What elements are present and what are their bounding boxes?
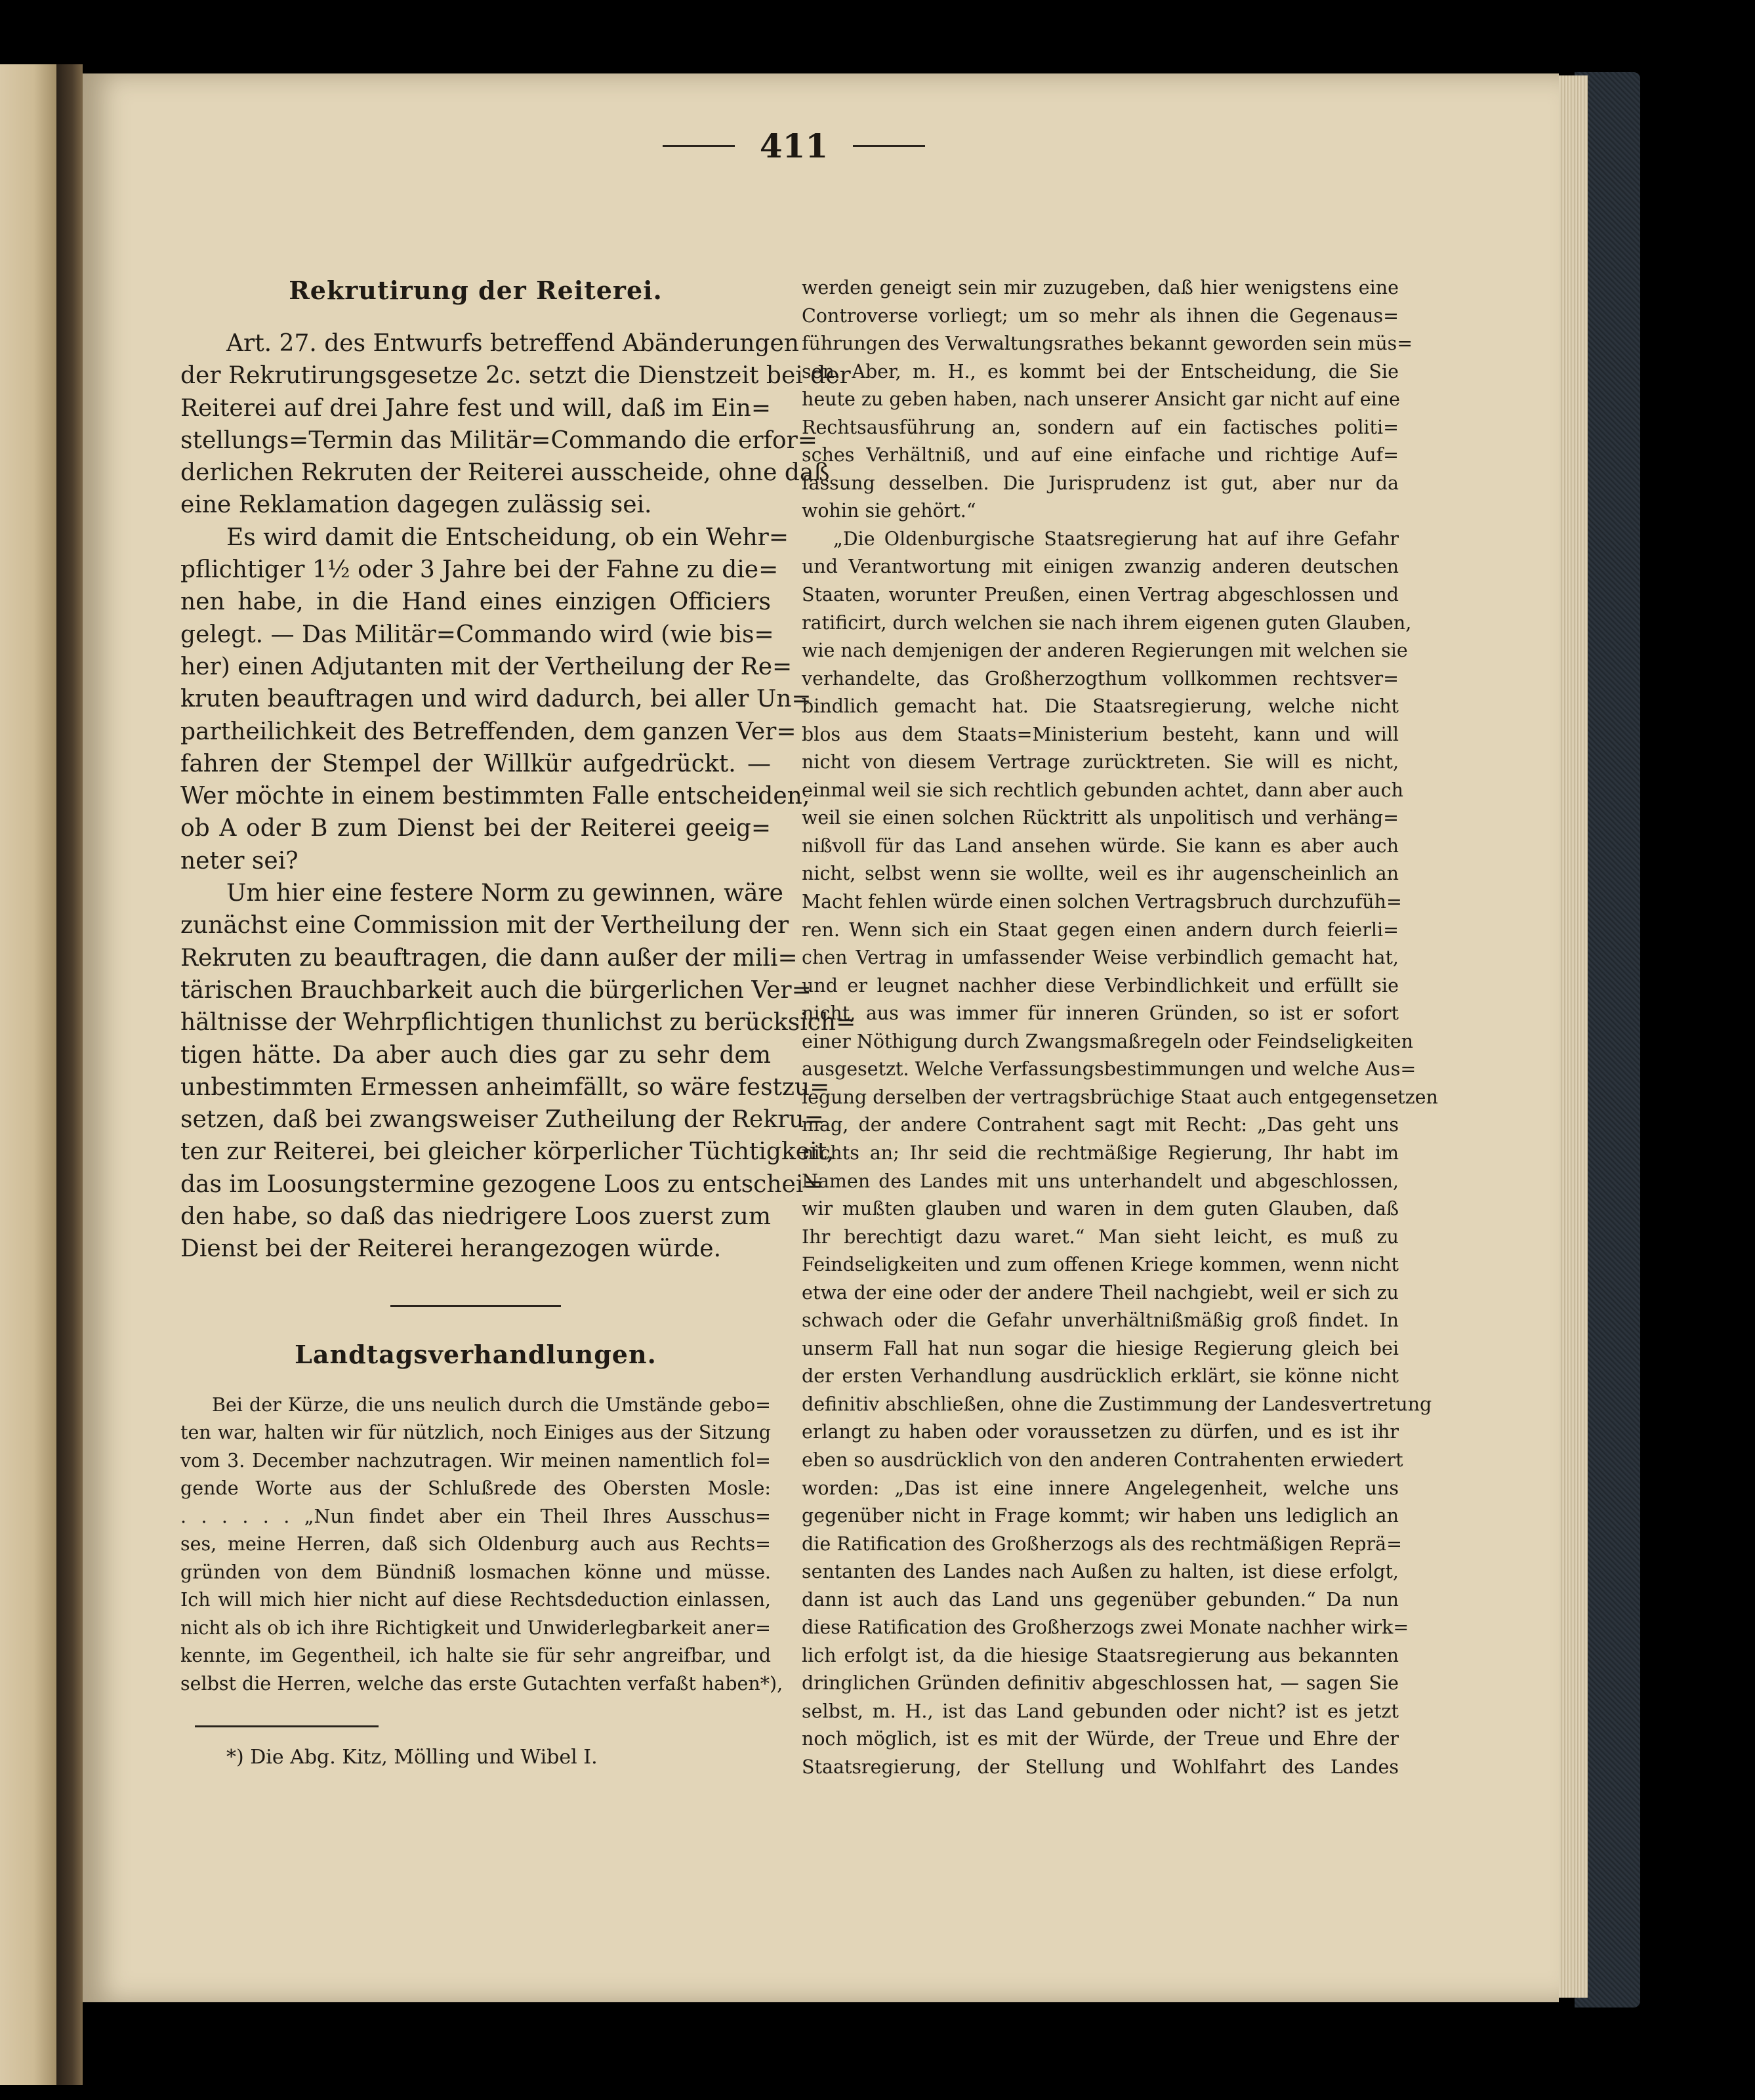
section-title-landtag: Landtagsverhandlungen. [295, 1339, 657, 1369]
text-line: Art. 27. des Entwurfs betreffend Abänderungen [226, 330, 799, 357]
text-line: setzen, daß bei zwangsweiser Zutheilung der Rekru= [180, 1106, 824, 1134]
text-line: . . . . . . „Nun findet aber ein Theil Ihres Ausschus= [180, 1505, 771, 1527]
text-line: neter sei? [180, 847, 299, 875]
text-line: das im Loosungstermine gezogene Loos zu entschei= [180, 1170, 823, 1198]
text-line: bindlich gemacht hat. Die Staatsregierung, welche nicht [802, 695, 1399, 718]
facing-page-edge [0, 64, 56, 2085]
text-line: pflichtiger 1½ oder 3 Jahre bei der Fahne zu die= [180, 556, 779, 584]
text-line: nicht von diesem Vertrage zurücktreten. Sie will es nicht, [802, 751, 1399, 773]
text-line: Staatsregierung, der Stellung und Wohlfahrt des Landes [802, 1756, 1399, 1778]
text-line: eben so ausdrücklich von den anderen Contrahenten erwiedert [802, 1449, 1403, 1471]
text-line: ten war, halten wir für nützlich, noch Einiges aus der Sitzung [180, 1422, 771, 1444]
text-line: Namen des Landes mit uns unterhandelt und abgeschlossen, [802, 1170, 1399, 1192]
text-line: tärischen Brauchbarkeit auch die bürgerlichen Ver= [180, 976, 812, 1004]
text-line: dringlichen Gründen definitiv abgeschlossen hat, — sagen Sie [802, 1672, 1399, 1695]
article-landtag-continued [802, 274, 1438, 1782]
text-line: nen habe, in die Hand eines einzigen Officiers [180, 588, 771, 616]
text-line: heute zu geben haben, nach unserer Ansicht gar nicht auf eine [802, 388, 1400, 411]
text-line: sches Verhältniß, und auf eine einfache und richtige Auf= [802, 444, 1399, 466]
header-rule-left [663, 145, 735, 147]
section-divider [390, 1305, 561, 1307]
text-line: partheilichkeit des Betreffenden, dem ganzen Ver= [180, 718, 796, 745]
text-line: mag, der andere Contrahent sagt mit Recht: „Das geht uns [802, 1114, 1399, 1136]
article-landtag [180, 1391, 783, 1699]
text-line: wohin sie gehört.“ [802, 500, 976, 522]
text-line: führungen des Verwaltungsrathes bekannt geworden sein müs= [802, 333, 1413, 355]
text-line: diese Ratification des Großherzogs zwei Monate nachher wirk= [802, 1616, 1409, 1639]
text-line: nicht, aus was immer für inneren Gründen, so ist er sofort [802, 1002, 1399, 1025]
text-line: lich erfolgt ist, da die hiesige Staatsregierung aus bekannten [802, 1644, 1399, 1666]
text-line: noch möglich, ist es mit der Würde, der Treue und Ehre der [802, 1728, 1399, 1750]
text-line: Feindseligkeiten und zum offenen Kriege kommen, wenn nicht [802, 1254, 1399, 1276]
text-line: gegenüber nicht in Frage kommt; wir haben uns lediglich an [802, 1505, 1399, 1527]
text-line: zunächst eine Commission mit der Vertheilung der [180, 912, 789, 939]
text-line: Staaten, worunter Preußen, einen Vertrag abgeschlossen und [802, 584, 1399, 606]
text-line: ses, meine Herren, daß sich Oldenburg auch aus Rechts= [180, 1533, 771, 1555]
text-line: Controverse vorliegt; um so mehr als ihnen die Gegenaus= [802, 304, 1399, 327]
text-line: nichts an; Ihr seid die rechtmäßige Regierung, Ihr habt im [802, 1142, 1399, 1164]
text-line: ob A oder B zum Dienst bei der Reiterei geeig= [180, 815, 771, 842]
article-rekrutirung [180, 327, 856, 1266]
book-gutter [56, 64, 83, 2085]
text-line: unbestimmten Ermessen anheimfällt, so wäre festzu= [180, 1073, 830, 1101]
text-line: nicht, selbst wenn sie wollte, weil es ihr augenscheinlich an [802, 863, 1399, 885]
text-line: verhandelte, das Großherzogthum vollkommen rechtsver= [802, 667, 1399, 690]
text-line: chen Vertrag in umfassender Weise verbindlich gemacht hat, [802, 947, 1399, 969]
text-line: stellungs=Termin das Militär=Commando die erfor= [180, 426, 817, 454]
text-line: selbst die Herren, welche das erste Gutachten verfaßt haben*), [180, 1672, 783, 1695]
text-line: kennte, im Gegentheil, ich halte sie für sehr angreifbar, und [180, 1645, 771, 1667]
text-line: Es wird damit die Entscheidung, ob ein Wehr= [226, 524, 789, 551]
text-line: der ersten Verhandlung ausdrücklich erklärt, sie könne nicht [802, 1365, 1399, 1388]
text-line: vom 3. December nachzutragen. Wir meinen namentlich fol= [180, 1449, 771, 1472]
text-line: gründen von dem Bündniß losmachen könne und müsse. [180, 1561, 771, 1583]
text-line: etwa der eine oder der andere Theil nachgiebt, weil er sich zu [802, 1281, 1399, 1304]
right-column [802, 274, 1438, 1782]
text-line: wir mußten glauben und waren in dem guten Glauben, daß [802, 1198, 1399, 1220]
text-line: definitiv abschließen, ohne die Zustimmung der Landesvertretung [802, 1393, 1432, 1415]
text-line: einmal weil sie sich rechtlich gebunden achtet, dann aber auch [802, 779, 1403, 801]
text-line: Um hier eine festere Norm zu gewinnen, wäre [226, 880, 783, 907]
page-header [623, 126, 964, 165]
text-line: tigen hätte. Da aber auch dies gar zu sehr dem [180, 1041, 771, 1069]
text-line: legung derselben der vertragsbrüchige Staat auch entgegensetzen [802, 1086, 1438, 1108]
text-line: her) einen Adjutanten mit der Vertheilung der Re= [180, 653, 793, 680]
text-line: wie nach demjenigen der anderen Regierungen mit welchen sie [802, 640, 1408, 662]
text-line: „Die Oldenburgische Staatsregierung hat auf ihre Gefahr [833, 527, 1399, 550]
text-line: selbst, m. H., ist das Land gebunden oder nicht? ist es jetzt [802, 1700, 1399, 1722]
section-title-rekrutirung: Rekrutirung der Reiterei. [289, 276, 663, 305]
text-line: nißvoll für das Land ansehen würde. Sie kann es aber auch [802, 834, 1399, 857]
text-line: derlichen Rekruten der Reiterei ausscheide, ohne daß [180, 459, 830, 487]
text-line: Dienst bei der Reiterei herangezogen würde. [180, 1235, 722, 1263]
text-line: blos aus dem Staats=Ministerium besteht, kann und will [802, 723, 1399, 745]
text-line: Reiterei auf drei Jahre fest und will, daß im Ein= [180, 394, 771, 422]
text-line: den habe, so daß das niedrigere Loos zuerst zum [180, 1203, 771, 1231]
header-rule-right [853, 145, 925, 147]
text-line: ten zur Reiterei, bei gleicher körperlicher Tüchtigkeit, [180, 1138, 835, 1166]
text-line: werden geneigt sein mir zuzugeben, daß hier wenigstens eine [802, 277, 1399, 299]
footnote-rule [195, 1725, 379, 1727]
text-line: weil sie einen solchen Rücktritt als unpolitisch und verhäng= [802, 807, 1399, 829]
text-line: ren. Wenn sich ein Staat gegen einen andern durch feierli= [802, 918, 1399, 941]
text-line: unserm Fall hat nun sogar die hiesige Regierung gleich bei [802, 1337, 1399, 1359]
text-line: sentanten des Landes nach Außen zu halten, ist diese erfolgt, [802, 1561, 1399, 1583]
text-line: der Rekrutirungsgesetze 2c. setzt die Dienstzeit bei der [180, 362, 851, 390]
text-line: ausgesetzt. Welche Verfassungsbestimmungen und welche Aus= [802, 1058, 1416, 1081]
text-line: dann ist auch das Land uns gegenüber gebunden.“ Da nun [802, 1588, 1399, 1611]
text-line: nicht als ob ich ihre Richtigkeit und Unwiderlegbarkeit aner= [180, 1616, 771, 1639]
text-line: und Verantwortung mit einigen zwanzig anderen deutschen [802, 556, 1399, 578]
text-line: Ihr berechtigt dazu waret.“ Man sieht leicht, es muß zu [802, 1225, 1399, 1248]
text-line: Bei der Kürze, die uns neulich durch die Umstände gebo= [212, 1393, 771, 1416]
text-line: Wer möchte in einem bestimmten Falle entscheiden, [180, 783, 810, 810]
text-line: gelegt. — Das Militär=Commando wird (wie bis= [180, 621, 774, 648]
text-line: Ich will mich hier nicht auf diese Rechtsdeduction einlassen, [180, 1589, 771, 1611]
text-line: fahren der Stempel der Willkür aufgedrückt. — [180, 750, 771, 777]
text-line: eine Reklamation dagegen zulässig sei. [180, 491, 652, 519]
page-number: 411 [759, 126, 829, 165]
text-line: Rechtsausführung an, sondern auf ein factisches politi= [802, 416, 1399, 438]
text-line: ratificirt, durch welchen sie nach ihrem eigenen guten Glauben, [802, 611, 1412, 634]
text-line: schwach oder die Gefahr unverhältnißmäßig groß findet. In [802, 1309, 1399, 1332]
text-line: erlangt zu haben oder voraussetzen zu dürfen, und es ist ihr [802, 1421, 1399, 1443]
text-line: einer Nöthigung durch Zwangsmaßregeln oder Feindseligkeiten [802, 1030, 1413, 1052]
left-column [180, 276, 856, 1769]
text-line: sen. Aber, m. H., es kommt bei der Entscheidung, die Sie [802, 360, 1399, 382]
text-line: Rekruten zu beauftragen, die dann außer der mili= [180, 944, 798, 972]
text-line: hältnisse der Wehrpflichtigen thunlichst zu berücksich= [180, 1009, 856, 1037]
footnote: *) Die Abg. Kitz, Mölling und Wibel I. [226, 1746, 598, 1769]
text-line: Macht fehlen würde einen solchen Vertragsbruch durchzufüh= [802, 891, 1402, 913]
text-line: worden: „Das ist eine innere Angelegenheit, welche uns [802, 1477, 1399, 1499]
text-line: gende Worte aus der Schlußrede des Obersten Mosle: [180, 1477, 771, 1500]
text-line: die Ratification des Großherzogs als des rechtmäßigen Reprä= [802, 1533, 1402, 1555]
text-line: und er leugnet nachher diese Verbindlichkeit und erfüllt sie [802, 974, 1399, 997]
text-line: kruten beauftragen und wird dadurch, bei aller Un= [180, 686, 812, 713]
text-line: fassung desselben. Die Jurisprudenz ist gut, aber nur da [802, 472, 1399, 494]
